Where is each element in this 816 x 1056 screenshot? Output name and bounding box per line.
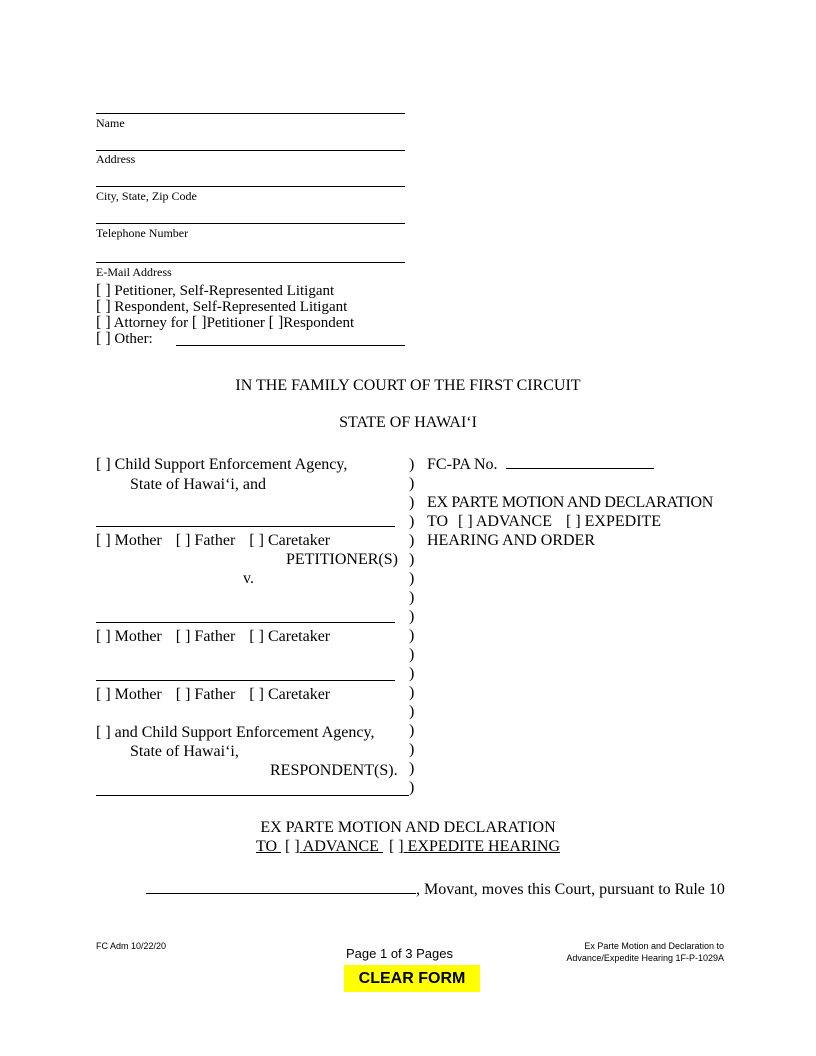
paren: ) [409,456,415,473]
paren: ) [409,760,415,777]
city-state-zip-label: City, State, Zip Code [96,189,197,203]
email-label: E-Mail Address [96,265,172,279]
caption-bottom-rule [96,795,409,796]
paren: ) [409,722,415,739]
respondent1-name-field[interactable] [96,622,395,623]
paren: ) [409,646,415,663]
attorney-respondent-checkbox[interactable]: [ ] [268,314,284,331]
fc-pa-field[interactable] [506,468,654,469]
petitioner-relation-row [96,532,330,550]
petitioner-caretaker-label: Caretaker [267,532,331,549]
petitioner-mother-checkbox[interactable]: [ ] [96,532,111,549]
respondents-label: RESPONDENT(S). [270,762,398,779]
attorney-petitioner-checkbox[interactable]: [ ] [191,314,207,331]
paren: ) [409,589,415,606]
paren: ) [409,570,415,587]
petitioner-mother-label: Mother [114,532,162,549]
name-field[interactable] [96,113,405,114]
attorney-petitioner-label: Petitioner [206,315,265,331]
respondent1-caretaker-checkbox[interactable]: [ ] [249,628,264,645]
csea-petitioner-row [96,456,347,474]
telephone-label: Telephone Number [96,226,189,240]
email-field[interactable] [96,262,405,263]
doc-title-line2: Advance/Expedite Hearing 1F-P-1029A [566,953,724,963]
petitioner-father-checkbox[interactable]: [ ] [175,532,191,549]
respondent1-father-label: Father [194,628,236,645]
csea-respondent-row [96,724,374,742]
attorney-checkbox[interactable]: [ ] [96,314,111,331]
petitioners-label: PETITIONER(S) [286,551,398,568]
other-checkbox[interactable]: [ ] [96,330,111,347]
movant-name-field[interactable] [146,893,416,894]
case-advance-checkbox[interactable]: [ ] [458,513,473,530]
other-label: Other: [114,331,153,347]
case-advance-label: ADVANCE [475,513,552,530]
case-title-line1: EX PARTE MOTION AND DECLARATION [427,494,714,511]
versus-label: v. [243,570,254,587]
movant-text: , Movant, moves this Court, pursuant to Rule 10 [416,881,725,898]
paren: ) [409,513,415,530]
telephone-field[interactable] [96,223,405,224]
paren: ) [409,608,415,625]
petitioner-father-label: Father [194,532,236,549]
csea-respondent-checkbox[interactable]: [ ] [96,724,111,741]
attorney-for-label: Attorney for [113,315,189,331]
respondent2-caretaker-label: Caretaker [267,686,331,703]
attorney-respondent-label: Respondent [283,315,355,331]
csea-petitioner-label: Child Support Enforcement Agency, [114,456,348,473]
case-title-to: TO [427,513,449,530]
paren: ) [409,741,415,758]
csea-petitioner-checkbox[interactable]: [ ] [96,456,111,473]
paren: ) [409,665,415,682]
paren: ) [409,684,415,701]
body-heading-line2 [0,838,816,856]
respondent2-father-checkbox[interactable]: [ ] [175,686,191,703]
body-expedite-checkbox[interactable]: [ ] [388,838,404,855]
body-heading-to: TO [255,838,278,855]
respondent2-mother-checkbox[interactable]: [ ] [96,686,111,703]
court-title: IN THE FAMILY COURT OF THE FIRST CIRCUIT [235,377,581,394]
court-state: STATE OF HAWAI‘I [339,414,477,431]
address-field[interactable] [96,150,405,151]
paren: ) [409,532,415,549]
respondent1-caretaker-label: Caretaker [267,628,331,645]
respondent1-relation-row [96,628,330,646]
paren: ) [409,551,415,568]
paren: ) [409,703,415,720]
case-expedite-label: EXPEDITE [584,513,662,530]
body-advance-label: ADVANCE [302,838,379,855]
csea-respondent-label: and Child Support Enforcement Agency, [114,724,375,741]
case-title-line3: HEARING AND ORDER [427,532,595,549]
paren: ) [409,494,415,511]
name-label: Name [96,116,125,130]
case-expedite-checkbox[interactable]: [ ] [565,513,581,530]
respondent2-mother-label: Mother [114,686,162,703]
petitioner-self-label: Petitioner, Self-Represented Litigant [114,283,335,299]
paren: ) [409,475,415,492]
respondent1-father-checkbox[interactable]: [ ] [175,628,191,645]
city-state-zip-field[interactable] [96,186,405,187]
body-expedite-label: EXPEDITE HEARING [407,838,561,855]
other-field[interactable] [176,345,405,346]
paren: ) [409,627,415,644]
form-code: FC Adm 10/22/20 [96,941,167,951]
address-label: Address [96,152,136,166]
respondent2-caretaker-checkbox[interactable]: [ ] [249,686,264,703]
csea-petitioner-state: State of Hawai‘i, and [130,476,266,493]
page-info: Page 1 of 3 Pages [346,946,453,961]
clear-form-button[interactable]: CLEAR FORM [344,965,480,992]
petitioner-caretaker-checkbox[interactable]: [ ] [249,532,264,549]
case-title-line2 [427,513,661,531]
respondent-self-checkbox[interactable]: [ ] [96,298,111,315]
csea-respondent-state: State of Hawai‘i, [130,743,239,760]
respondent2-relation-row [96,686,330,704]
body-advance-checkbox[interactable]: [ ] [285,838,300,855]
respondent1-mother-label: Mother [114,628,162,645]
petitioner-self-checkbox[interactable]: [ ] [96,282,111,299]
doc-title-line1: Ex Parte Motion and Declaration to [584,941,724,951]
petitioner-name-field[interactable] [96,526,395,527]
respondent1-mother-checkbox[interactable]: [ ] [96,628,111,645]
body-heading-line1: EX PARTE MOTION AND DECLARATION [260,819,556,836]
fc-pa-label: FC-PA No. [427,456,498,473]
respondent2-father-label: Father [194,686,236,703]
respondent-self-label: Respondent, Self-Represented Litigant [114,299,348,315]
role-other-row [96,330,153,348]
respondent2-name-field[interactable] [96,680,395,681]
paren: ) [409,779,415,796]
